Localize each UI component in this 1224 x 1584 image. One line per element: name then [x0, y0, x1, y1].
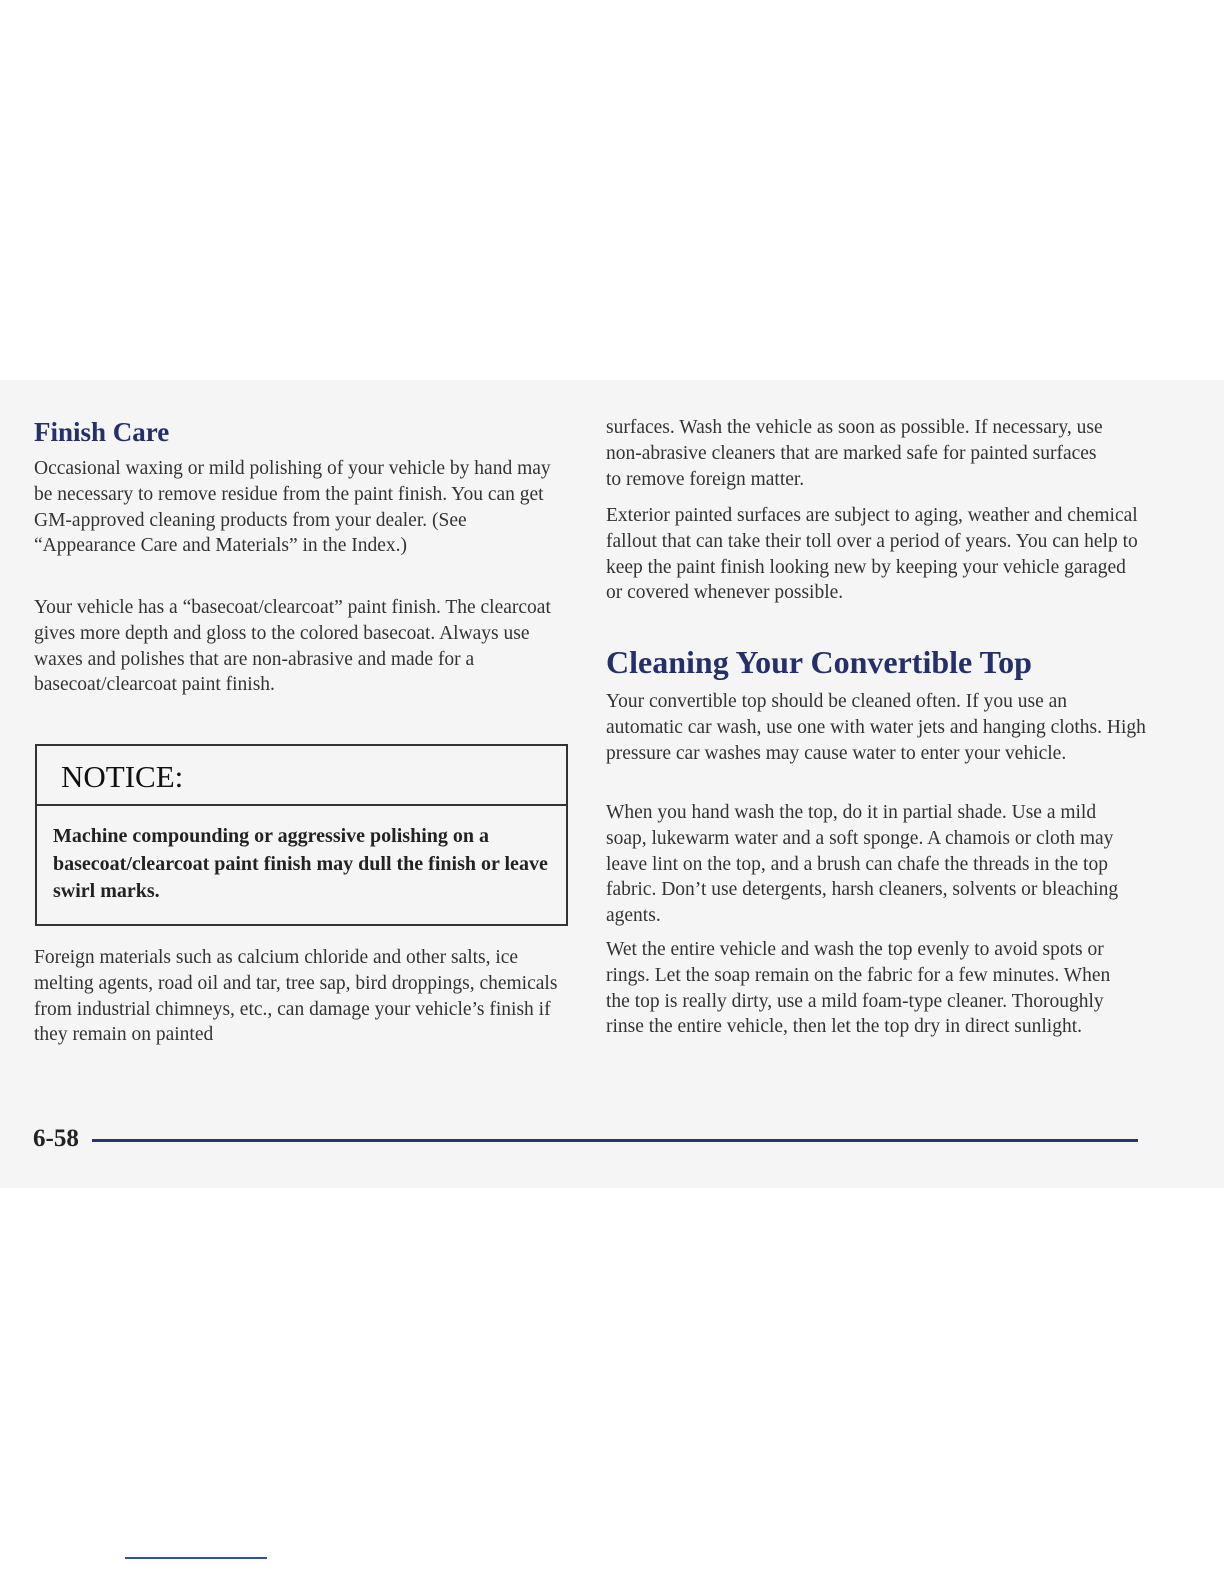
- finish-care-paragraph-1: Occasional waxing or mild polishing of your vehicle by hand may be necessary to remove residue from the paint finish. You can get GM-approved cleaning products from your dealer. (See “Appearance Care and Materials” in the Index.): [34, 458, 551, 557]
- convertible-top-paragraph-1: Your convertible top should be cleaned often. If you use an automatic car wash, use one with water jets and hanging cloths. High pressure car washes may cause water to enter your vehicle.: [606, 691, 1146, 764]
- finish-care-paragraph-5: Exterior painted surfaces are subject to aging, weather and chemical fallout that can take their toll over a period of years. You can help to keep the paint finish looking new by keeping your vehicle garaged or covered whenever possible.: [606, 505, 1138, 604]
- finish-care-paragraph-4: surfaces. Wash the vehicle as soon as possible. If necessary, use non-abrasive cleaners that are marked safe for painted surfaces to remove foreign matter.: [606, 417, 1103, 490]
- convertible-top-paragraph-3: Wet the entire vehicle and wash the top evenly to avoid spots or rings. Let the soap remain on the fabric for a few minutes. When the top is really dirty, use a mild foam-type cleaner. Thoroughly rinse the entire vehicle, then let the top dry in direct sunlight.: [606, 939, 1111, 1038]
- page-number: 6-58: [33, 1125, 79, 1152]
- footer-rule: [92, 1139, 1138, 1142]
- notice-title: NOTICE:: [37, 746, 566, 806]
- notice-body: Machine compounding or aggressive polishing on a basecoat/clearcoat paint finish may dull the finish or leave swirl marks.: [53, 825, 548, 902]
- finish-care-heading: Finish Care: [34, 417, 170, 447]
- convertible-top-paragraph-2: When you hand wash the top, do it in partial shade. Use a mild soap, lukewarm water and a soft sponge. A chamois or cloth may leave lint on the top, and a brush can chafe the threads in the top fabric. Don’t use detergents, harsh cleaners, solvents or bleaching agents.: [606, 802, 1119, 927]
- notice-box: [35, 744, 568, 926]
- link-underline-decoration: [125, 1557, 267, 1559]
- finish-care-paragraph-2: Your vehicle has a “basecoat/clearcoat” paint finish. The clearcoat gives more depth and gloss to the colored basecoat. Always use waxes and polishes that are non-abrasive and made for a basecoat/clearcoat paint finish.: [34, 597, 551, 696]
- convertible-top-heading: Cleaning Your Convertible Top: [606, 644, 1032, 680]
- finish-care-paragraph-3: Foreign materials such as calcium chloride and other salts, ice melting agents, road oil and tar, tree sap, bird droppings, chemicals from industrial chimneys, etc., can damage your vehicle’s finish if they remain on painted: [34, 947, 558, 1046]
